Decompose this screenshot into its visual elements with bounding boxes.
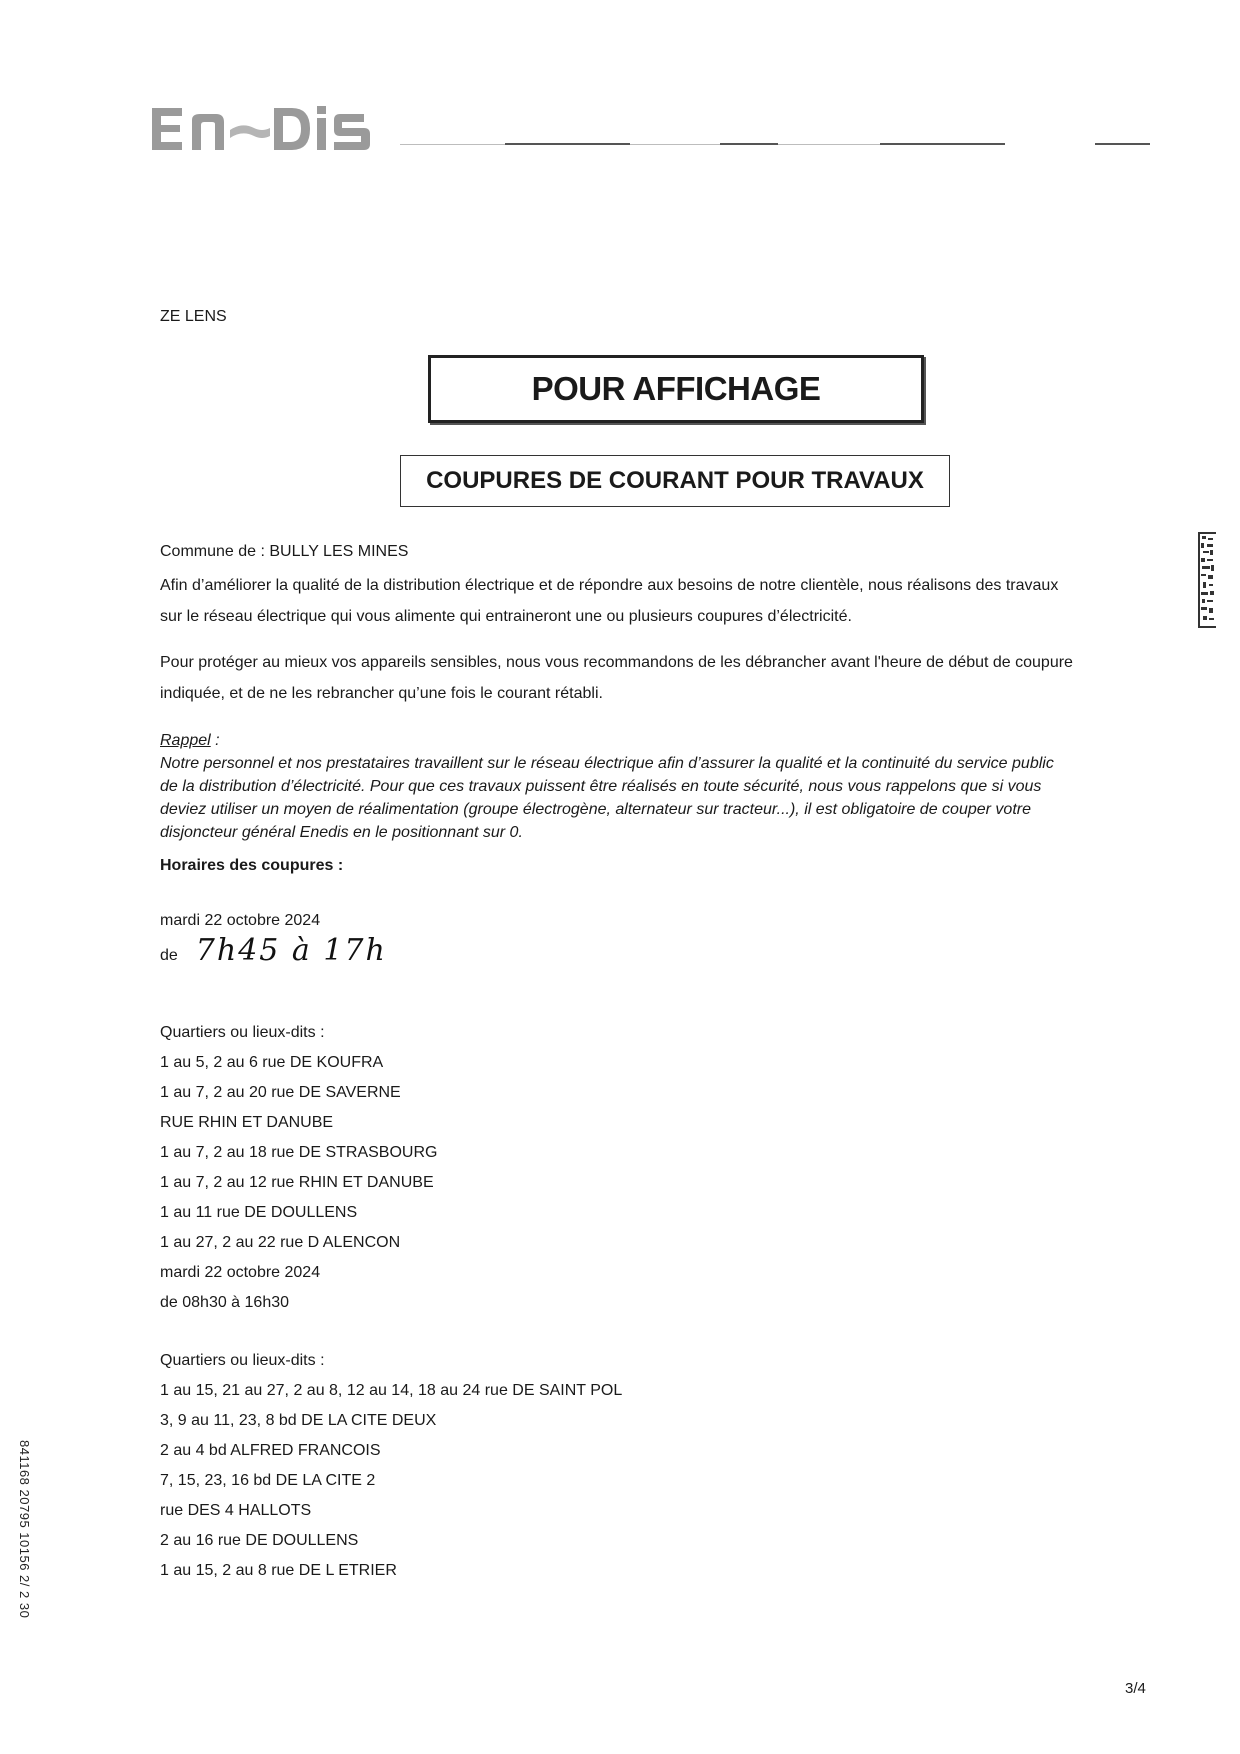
list-item: 1 au 15, 2 au 8 rue DE L ETRIER xyxy=(160,1562,397,1579)
quartiers-label: Quartiers ou lieux-dits : xyxy=(160,1024,325,1041)
paragraph-line: indiquée, et de ne les rebrancher qu’une fois le courant rétabli. xyxy=(160,685,603,702)
reference-code: 841168 20795 10156 2/ 2 30 xyxy=(17,1440,32,1619)
rappel-block xyxy=(160,729,1140,844)
horaires-title: Horaires des coupures : xyxy=(160,857,344,874)
rappel-line: disjoncteur général Enedis en le positionnant sur 0. xyxy=(160,824,523,841)
page-subtitle: COUPURES DE COURANT POUR TRAVAUX xyxy=(400,455,950,507)
rappel-line: deviez utiliser un moyen de réalimentation (groupe électrogène, alternateur sur tracteur...), il est obligatoire de couper votre xyxy=(160,801,1031,818)
list-item: 1 au 11 rue DE DOULLENS xyxy=(160,1204,358,1221)
list-item: RUE RHIN ET DANUBE xyxy=(160,1114,334,1131)
list-item: 1 au 7, 2 au 18 rue DE STRASBOURG xyxy=(160,1144,438,1161)
rappel-line: de la distribution d’électricité. Pour que ces travaux puissent être réalisés en toute sécurité, nous vous rappelons que si vous xyxy=(160,778,1042,795)
session-1-list xyxy=(160,1018,437,1318)
list-item: 2 au 16 rue DE DOULLENS xyxy=(160,1532,359,1549)
session-1-time xyxy=(160,933,387,968)
paragraph-line: Afin d’améliorer la qualité de la distribution électrique et de répondre aux besoins de notre clientèle, nous réalisons des travaux xyxy=(160,577,1059,594)
rappel-label: Rappel xyxy=(160,732,211,749)
rappel-colon: : xyxy=(210,732,220,749)
datamatrix-code xyxy=(1198,532,1216,628)
list-item: rue DES 4 HALLOTS xyxy=(160,1502,312,1519)
list-item: 3, 9 au 11, 23, 8 bd DE LA CITE DEUX xyxy=(160,1412,437,1429)
header-rule xyxy=(400,143,1220,149)
list-item: 7, 15, 23, 16 bd DE LA CITE 2 xyxy=(160,1472,376,1489)
handwritten-time: 7h45 à 17h xyxy=(195,933,387,968)
commune-line: Commune de : BULLY LES MINES xyxy=(160,543,409,560)
list-item: 2 au 4 bd ALFRED FRANCOIS xyxy=(160,1442,381,1459)
list-item: 1 au 27, 2 au 22 rue D ALENCON xyxy=(160,1234,401,1251)
session-2-list xyxy=(160,1346,622,1586)
quartiers-label: Quartiers ou lieux-dits : xyxy=(160,1352,325,1369)
list-item: 1 au 7, 2 au 12 rue RHIN ET DANUBE xyxy=(160,1174,434,1191)
list-item: 1 au 15, 21 au 27, 2 au 8, 12 au 14, 18 au 24 rue DE SAINT POL xyxy=(160,1382,623,1399)
session-2-time: de 08h30 à 16h30 xyxy=(160,1294,290,1311)
list-item: 1 au 7, 2 au 20 rue DE SAVERNE xyxy=(160,1084,401,1101)
page-title: POUR AFFICHAGE xyxy=(428,355,924,423)
paragraph-line: sur le réseau électrique qui vous alimente qui entraineront une ou plusieurs coupures d’électricité. xyxy=(160,608,852,625)
paragraph-intro xyxy=(160,570,1150,632)
page-number: 3/4 xyxy=(1125,1680,1146,1697)
enedis-logo xyxy=(150,100,380,156)
de-label: de xyxy=(160,947,178,964)
sender-label: ZE LENS xyxy=(160,308,227,325)
session-1-date: mardi 22 octobre 2024 xyxy=(160,912,321,929)
session-2-date: mardi 22 octobre 2024 xyxy=(160,1264,321,1281)
list-item: 1 au 5, 2 au 6 rue DE KOUFRA xyxy=(160,1054,384,1071)
paragraph-line: Pour protéger au mieux vos appareils sensibles, nous vous recommandons de les débrancher avant l'heure de début de coupure xyxy=(160,654,1073,671)
paragraph-recommendation xyxy=(160,647,1150,709)
rappel-line: Notre personnel et nos prestataires travaillent sur le réseau électrique afin d’assurer la qualité et la continuité du service public xyxy=(160,755,1054,772)
